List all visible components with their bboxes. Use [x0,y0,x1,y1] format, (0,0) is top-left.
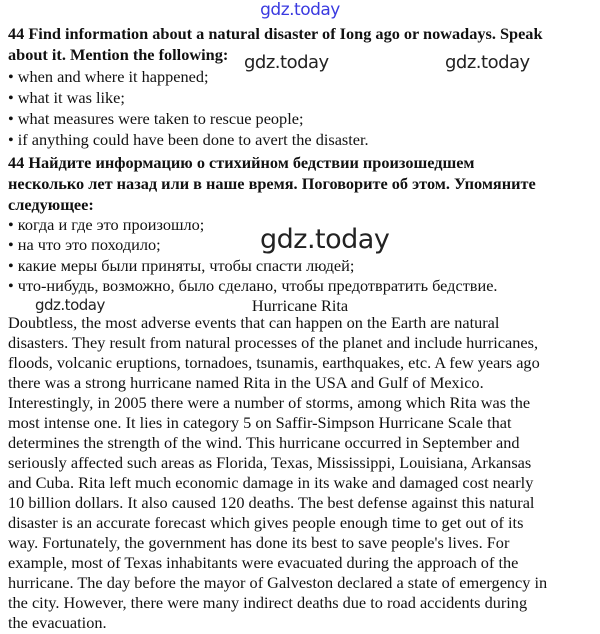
watermark-top: gdz.today [260,0,340,20]
answer-line: seriously affected such areas as Florida, Texas, Mississippi, Louisiana, Arkansas [8,453,532,472]
task-heading-line: следующее: [8,195,94,214]
answer-line: 10 billion dollars. It also caused 120 deaths. The best defense against this natural [8,493,535,512]
answer-line: hurricane. The day before the mayor of Galveston declared a state of emergency in [8,573,548,592]
watermark: gdz.today [244,52,329,73]
answer-line: floods, volcanic eruptions, tornadoes, tsunamis, earthquakes, etc. A few years ago [8,353,540,372]
watermark: gdz.today [445,52,530,73]
answer-title: Hurricane Rita [251,296,349,315]
task-bullet: • what measures were taken to rescue people; [8,109,304,128]
task-bullet: • что-нибудь, возможно, было сделано, чтобы предотвратить бедствие. [8,276,498,295]
watermark: gdz.today [35,296,105,314]
task-heading-line: 44 Find information about a natural disaster of Iong ago or nowadays. Speak [8,24,543,43]
answer-line: disasters. They result from natural processes of the planet and include hurricanes, [8,333,539,352]
task-bullet: • what it was like; [8,88,125,107]
answer-line: Doubtless, the most adverse events that can happen on the Earth are natural [8,313,500,332]
answer-line: the evacuation. [8,613,107,632]
answer-line: Interestingly, in 2005 there were a number of storms, among which Rita was the [8,393,531,412]
task-bullet: • if anything could have been done to avert the disaster. [8,130,369,149]
answer-line: example, most of Texas inhabitants were evacuated during the approach of the [8,553,519,572]
task-bullet: • when and where it happened; [8,67,209,86]
task-heading-line: about it. Mention the following: [8,45,229,64]
watermark: gdz.today [260,224,390,255]
answer-line: the city. However, there were many indirect deaths due to road accidents during [8,593,528,612]
answer-line: there was a strong hurricane named Rita in the USA and Gulf of Mexico. [8,373,484,392]
answer-line: way. Fortunately, the government has done its best to save people's lives. For [8,533,510,552]
answer-line: disaster is an accurate forecast which gives people enough time to get out of its [8,513,524,532]
answer-line: and Cuba. Rita left much economic damage in its wake and damaged cost nearly [8,473,534,492]
task-heading-line: 44 Найдите информацию о стихийном бедствии произошедшем [8,153,475,172]
task-heading-line: несколько лет назад или в наше время. Поговорите об этом. Упомяните [8,174,536,193]
task-bullet: • на что это походило; [8,235,161,254]
answer-line: most intense one. It lies in category 5 on Saffir-Simpson Hurricane Scale that [8,413,512,432]
answer-line: determines the strength of the wind. This hurricane occurred in September and [8,433,520,452]
task-bullet: • когда и где это произошло; [8,215,205,234]
task-bullet: • какие меры были приняты, чтобы спасти людей; [8,256,355,275]
